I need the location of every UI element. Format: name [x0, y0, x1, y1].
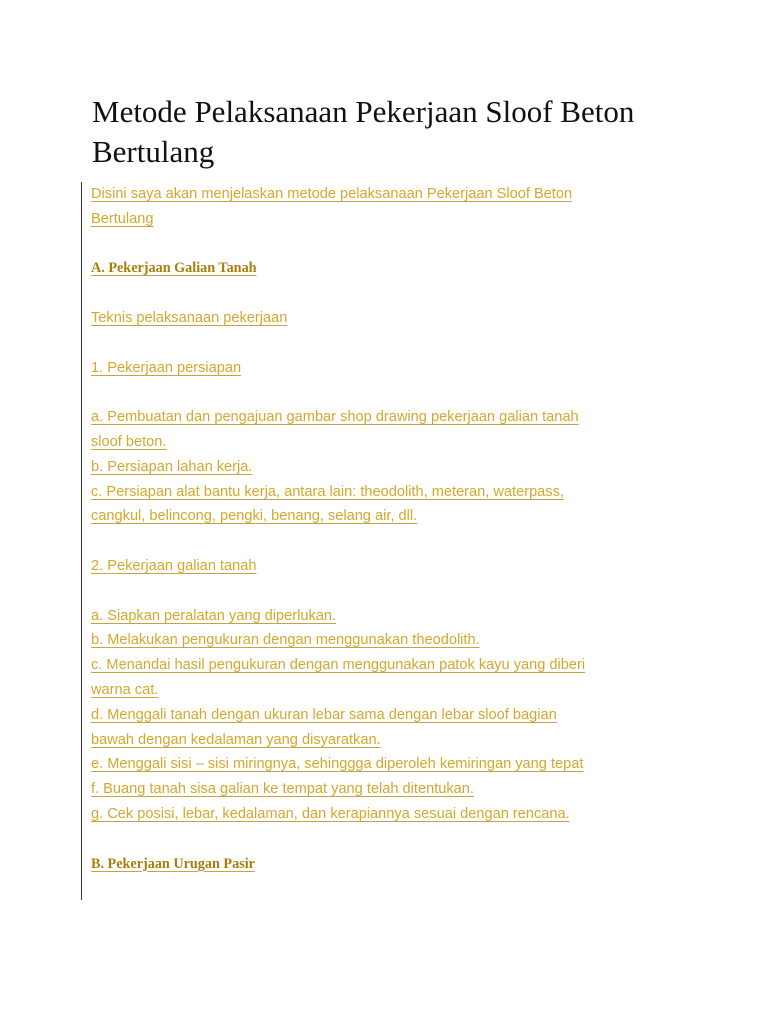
spacer: [91, 827, 711, 852]
section-b-heading[interactable]: B. Pekerjaan Urugan Pasir: [91, 855, 255, 872]
step1-line[interactable]: b. Persiapan lahan kerja.: [91, 458, 253, 475]
step2-line[interactable]: bawah dengan kedalaman yang disyaratkan.: [91, 731, 381, 748]
intro-line-1[interactable]: Disini saya akan menjelaskan metode pelaksanaan Pekerjaan Sloof Beton: [91, 186, 573, 202]
spacer: [91, 331, 711, 356]
spacer: [91, 529, 711, 554]
step1-line[interactable]: c. Persiapan alat bantu kerja, antara lain: theodolith, meteran, waterpass,: [91, 483, 564, 500]
spacer: [91, 380, 711, 405]
step2-line[interactable]: g. Cek posisi, lebar, kedalaman, dan kerapiannya sesuai dengan rencana.: [91, 805, 570, 822]
step2-line[interactable]: warna cat.: [91, 681, 159, 698]
spacer: [91, 281, 711, 306]
step2-line[interactable]: b. Melakukan pengukuran dengan menggunakan theodolith.: [91, 632, 480, 649]
step1-line[interactable]: cangkul, belincong, pengki, benang, selang air, dll.: [91, 508, 418, 525]
step2-title[interactable]: 2. Pekerjaan galian tanah: [91, 557, 257, 574]
step1-title[interactable]: 1. Pekerjaan persiapan: [91, 359, 242, 376]
step2-line[interactable]: f. Buang tanah sisa galian ke tempat yang telah ditentukan.: [91, 781, 474, 798]
step2-line[interactable]: a. Siapkan peralatan yang diperlukan.: [91, 607, 337, 624]
step1-line[interactable]: sloof beton.: [91, 433, 167, 450]
page-title: Metode Pelaksanaan Pekerjaan Sloof Beton Bertulang: [92, 94, 635, 169]
step2-line[interactable]: e. Menggali sisi – sisi miringnya, sehinggga diperoleh kemiringan yang tepat: [91, 756, 584, 773]
spacer: [91, 232, 711, 257]
step1-line[interactable]: a. Pembuatan dan pengajuan gambar shop drawing pekerjaan galian tanah: [91, 409, 579, 426]
document-body: [91, 182, 711, 876]
spacer: [91, 579, 711, 604]
left-rule-divider: [81, 182, 82, 900]
intro-line-2[interactable]: Bertulang: [91, 210, 154, 227]
step2-line[interactable]: d. Menggali tanah dengan ukuran lebar sama dengan lebar sloof bagian: [91, 706, 557, 723]
teknis-heading[interactable]: Teknis pelaksanaan pekerjaan: [91, 309, 288, 326]
step2-line[interactable]: c. Menandai hasil pengukuran dengan menggunakan patok kayu yang diberi: [91, 657, 586, 674]
section-a-heading[interactable]: A. Pekerjaan Galian Tanah: [91, 260, 257, 277]
